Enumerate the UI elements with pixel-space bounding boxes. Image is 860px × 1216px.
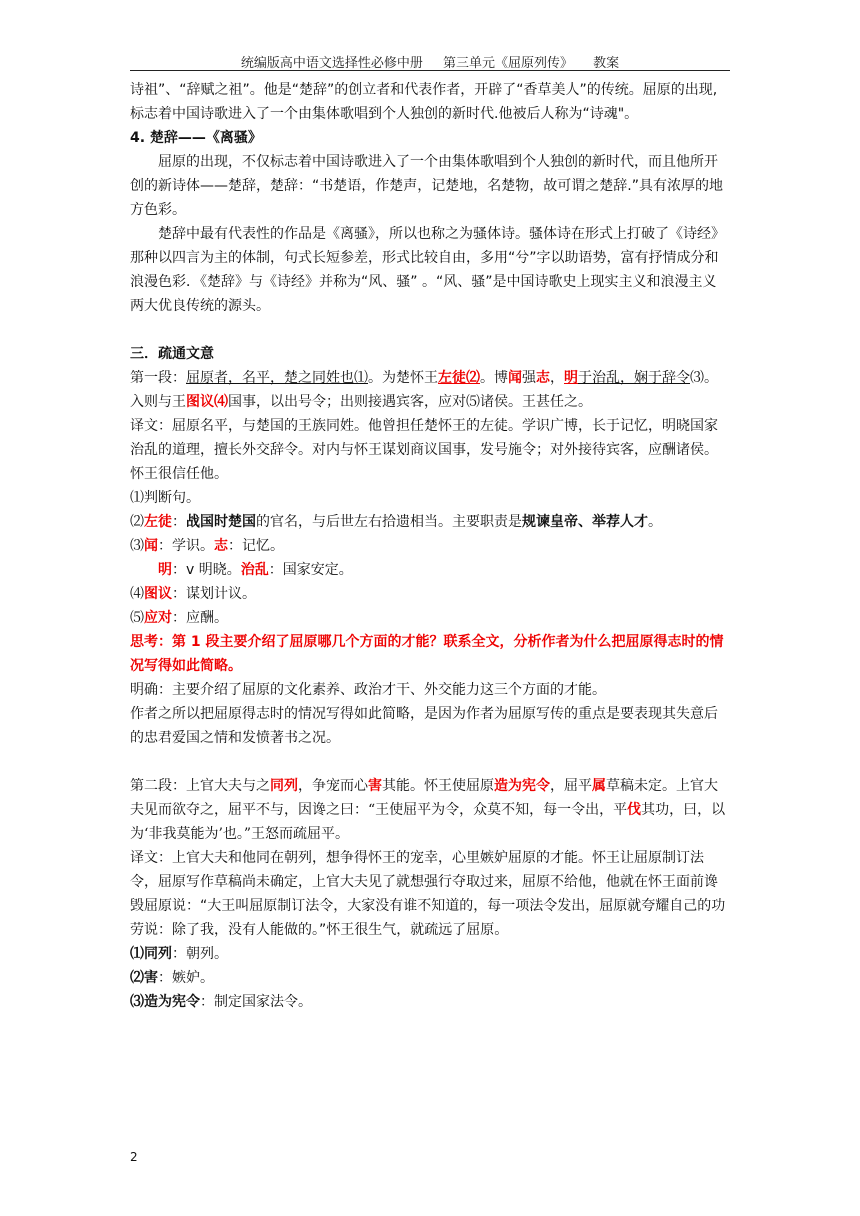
text-span: ：v 明晓。 [172, 562, 241, 578]
header-rule [130, 70, 730, 71]
text-span: ：谋划计议。 [172, 586, 256, 602]
para-label: 第二段： [130, 778, 186, 794]
text-span: ：国家安定。 [268, 562, 353, 578]
text-span: ：应酬。 [172, 610, 228, 626]
highlight-term: 伐 [627, 802, 642, 818]
note-2-2 [130, 966, 730, 990]
highlight-term: 治乱 [240, 562, 269, 578]
text-span: 屈原者，名平，楚之同姓也⑴ [186, 370, 368, 386]
page-body [130, 78, 730, 1014]
bold-span: 造为宪令 [144, 994, 200, 1010]
bold-span: 战国时楚国 [186, 514, 256, 530]
note-5 [130, 606, 730, 630]
highlight-term: 造为宪令 [494, 778, 550, 794]
text-span: ：学识。 [158, 538, 214, 554]
running-header [130, 52, 730, 71]
text-span: ：制定国家法令。 [200, 994, 312, 1010]
highlight-term: 明 [158, 562, 172, 578]
highlight-term: 志 [536, 370, 550, 386]
section-3-heading: 三．疏通文意 [130, 346, 214, 362]
note-num: ⑵ [130, 514, 144, 530]
text-span: 的官名，与后世左右拾遗相当。主要职责是 [256, 514, 522, 530]
text-span: ，屈平 [550, 778, 592, 794]
header-type: 教案 [593, 56, 620, 71]
note-2-1 [130, 942, 730, 966]
header-unit: 第三单元《屈原列传》 [442, 56, 573, 71]
highlight-term: 应对 [144, 610, 172, 626]
text-span: ：嫉妒。 [158, 970, 214, 986]
bold-span: 同列 [144, 946, 172, 962]
text-span: 其功，曰，以为‘非我莫能为’也。”王怒而疏屈平。 [130, 802, 726, 842]
original-paragraph-2 [130, 774, 730, 846]
text-span: ：朝列。 [172, 946, 228, 962]
highlight-term: 左徒⑵ [438, 370, 480, 386]
note-num: ⑴ [130, 946, 144, 962]
think-question: 思考：第 1 段主要介绍了屈原哪几个方面的才能？联系全文，分析作者为什么把屈原得志时的情况写得如此简略。 [130, 634, 724, 674]
note-2 [130, 510, 730, 534]
text-span: 其能。怀王使屈原 [382, 778, 494, 794]
header-book: 统编版高中语文选择性必修中册 [240, 56, 423, 71]
note-3b [130, 558, 730, 582]
original-paragraph-1 [130, 366, 730, 414]
note-num: ⑸ [130, 610, 144, 626]
text-span: ， [550, 370, 564, 386]
translation-2: 译文：上官大夫和他同在朝列，想争得怀王的宠幸，心里嫉妒屈原的才能。怀王让屈原制订法令，屈原写作草稿尚未确定，上官大夫见了就想强行夺取过来，屈原不给他，他就在怀王面前谗毁屈原说：“大王叫屈原制订法令，大家没有谁不知道的，每一项法令发出，屈原就夸耀自己的功劳说：除了我，没有人能做的。”怀王很生气，就疏远了屈原。 [130, 850, 726, 938]
text-span: 。为楚怀王 [368, 370, 438, 386]
text-span: 于治乱，娴于辞令 [578, 370, 690, 386]
highlight-term: 同列 [270, 778, 298, 794]
clarification-1: 明确：主要介绍了屈原的文化素养、政治才干、外交能力这三个方面的才能。 [130, 682, 606, 698]
note-2-3 [130, 990, 730, 1014]
bold-span: 害 [144, 970, 158, 986]
highlight-term: 明 [564, 370, 578, 386]
section-4-paragraph-2: 楚辞中最有代表性的作品是《离骚》，所以也称之为骚体诗。骚体诗在形式上打破了《诗经》那种以四言为主的体制，句式长短参差，形式比较自由，多用“兮”字以助语势，富有抒情成分和浪漫色彩．《楚辞》与《诗经》并称为“风、骚” 。“风、骚”是中国诗歌史上现实主义和浪漫主义两大优良传统的源头。 [130, 226, 725, 314]
highlight-term: 左徒 [144, 514, 172, 530]
text-span: 国事，以出号令；出则接遇宾客，应对⑸诸侯。王甚任之。 [228, 394, 592, 410]
text-span: 。 [648, 514, 662, 530]
highlight-term: 志 [214, 538, 228, 554]
highlight-term: 闻 [508, 370, 522, 386]
note-3 [130, 534, 730, 558]
note-num: ⑶ [130, 538, 144, 554]
text-span: ： [172, 514, 186, 530]
section-4-paragraph-1: 屈原的出现，不仅标志着中国诗歌进入了一个由集体歌唱到个人独创的新时代，而且他所开创的新诗体——楚辞，楚辞：“书楚语，作楚声，记楚地，名楚物，故可谓之楚辞.”具有浓厚的地方色彩。 [130, 154, 723, 218]
clarification-2: 作者之所以把屈原得志时的情况写得如此简略，是因为作者为屈原写传的重点是要表现其失意后的忠君爱国之情和发愤著书之况。 [130, 706, 718, 746]
highlight-term: 图议 [144, 586, 172, 602]
note-4 [130, 582, 730, 606]
highlight-term: 图议⑷ [186, 394, 228, 410]
para-label: 第一段： [130, 370, 186, 386]
text-span: 强 [522, 370, 536, 386]
highlight-term: 闻 [144, 538, 158, 554]
note-1: ⑴判断句。 [130, 490, 200, 506]
highlight-term: 害 [368, 778, 382, 794]
text-span: ，争宠而心 [298, 778, 368, 794]
text-span: 上官大夫与之 [186, 778, 270, 794]
text-span: 。博 [480, 370, 508, 386]
bold-span: 规谏皇帝、举荐人才 [522, 514, 648, 530]
section-4-heading: 4. 楚辞——《离骚》 [130, 130, 262, 146]
text-span: ⑶。入则与王 [130, 370, 718, 410]
text-span: 草稿未定。上官大夫见而欲夺之，屈平不与，因谗之曰：“王使屈平为令，众莫不知，每一令出，平 [130, 778, 718, 818]
note-num: ⑶ [130, 994, 144, 1010]
note-num: ⑵ [130, 970, 144, 986]
text-span: ：记忆。 [228, 538, 284, 554]
note-num: ⑷ [130, 586, 144, 602]
highlight-term: 属 [592, 778, 606, 794]
page-number: 2 [130, 1150, 138, 1164]
translation-1: 译文：屈原名平，与楚国的王族同姓。他曾担任楚怀王的左徒。学识广博，长于记忆，明晓国家治乱的道理，擅长外交辞令。对内与怀王谋划商议国事，发号施令；对外接待宾客，应酬诸侯。怀王很信任他。 [130, 418, 718, 482]
intro-paragraph: 诗祖”、“辞赋之祖”。他是“楚辞”的创立者和代表作者，开辟了“香草美人”的传统。屈原的出现,标志着中国诗歌进入了一个由集体歌唱到个人独创的新时代.他被后人称为“诗魂"。 [130, 82, 718, 122]
